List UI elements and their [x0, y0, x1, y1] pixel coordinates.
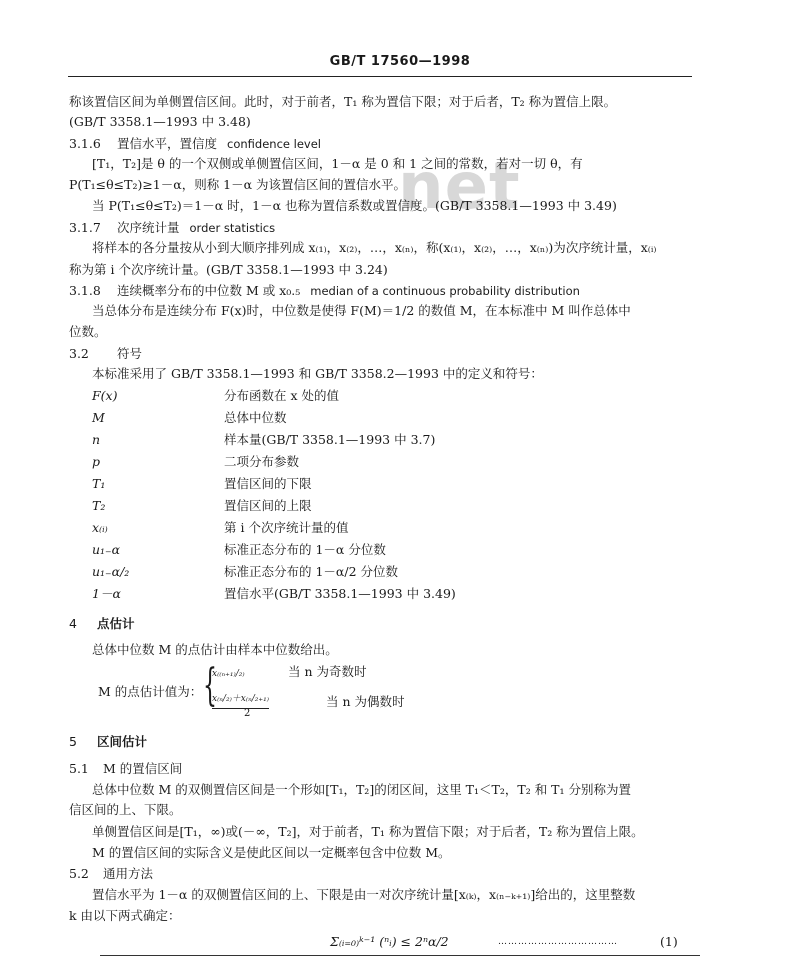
- table-top-rule: [100, 955, 700, 956]
- case1-condition: 当 n 为奇数时: [288, 664, 367, 679]
- symbol-desc: 第 i 个次序统计量的值: [224, 520, 349, 535]
- text-line: 称该置信区间为单侧置信区间。此时，对于前者，T₁ 称为置信下限；对于后者，T₂ 称为置信上限。: [69, 94, 617, 109]
- symbol: n: [92, 432, 101, 447]
- term-en: confidence level: [227, 137, 321, 151]
- text-line: [T₁，T₂]是 θ 的一个双侧或单侧置信区间，1－α 是 0 和 1 之间的常数，若对一切 θ，有: [92, 156, 583, 171]
- symbol-desc: 置信水平(GB/T 3358.1—1993 中 3.49): [224, 586, 456, 601]
- case2-denominator: 2: [244, 708, 251, 719]
- case1-expression: x₍₍ₙ₊₁₎/₂₎: [212, 669, 245, 679]
- page-header: GB/T 17560—1998: [329, 54, 471, 69]
- section-number: 4: [69, 616, 77, 631]
- term-zh: 置信水平，置信度: [117, 136, 218, 151]
- symbol-desc: 置信区间的下限: [224, 476, 312, 491]
- term-en: order statistics: [189, 221, 276, 235]
- term-zh: 次序统计量: [117, 220, 180, 235]
- symbol-desc: 二项分布参数: [224, 454, 300, 469]
- text-line: 将样本的各分量按从小到大顺序排列成 x₍₁₎，x₍₂₎，…，x₍ₙ₎，称(x₍₁₎，x₍₂₎，…，x₍ₙ₎)为次序统计量，x₍ᵢ₎: [92, 240, 657, 255]
- text-line: 总体中位数 M 的双侧置信区间是一个形如[T₁，T₂]的闭区间，这里 T₁＜T₂，T₂ 和 T₁ 分别称为置: [92, 782, 631, 797]
- formula-1-number: (1): [660, 934, 678, 949]
- case2-condition: 当 n 为偶数时: [326, 694, 405, 709]
- section-5-heading: [69, 734, 147, 750]
- symbol-desc: 分布函数在 x 处的值: [224, 388, 339, 403]
- section-title: 点估计: [97, 616, 135, 631]
- section-number: 5.1: [69, 761, 89, 776]
- symbol: 1－α: [92, 586, 121, 601]
- text-line: k 由以下两式确定：: [69, 908, 181, 923]
- term-en: median of a continuous probability distribution: [310, 284, 580, 298]
- symbol: T₁: [92, 476, 106, 491]
- section-title: 符号: [117, 346, 143, 361]
- section-4-heading: [69, 616, 135, 632]
- text-line: 位数。: [69, 324, 107, 339]
- symbol: T₂: [92, 498, 106, 513]
- section-number: 5.2: [69, 866, 89, 881]
- symbol: F(x): [92, 388, 118, 403]
- text-line: M 的置信区间的实际含义是使此区间以一定概率包含中位数 M。: [92, 845, 451, 860]
- formula-1: Σ₍ᵢ₌₀₎ᵏ⁻¹ (ⁿᵢ) ≤ 2ⁿα/2: [330, 934, 449, 949]
- symbol-desc: 标准正态分布的 1－α/2 分位数: [224, 564, 399, 579]
- section-number: 3.1.8: [69, 283, 101, 298]
- text-line: 置信水平为 1－α 的双侧置信区间的上、下限是由一对次序统计量[x₍ₖ₎，x₍ₙ₋ₖ₊₁₎]给出的，这里整数: [92, 887, 636, 902]
- section-3-1-7: [69, 220, 275, 236]
- section-number: 3.2: [69, 346, 89, 361]
- text-line: 单侧置信区间是[T₁，∞)或(－∞，T₂]，对于前者，T₁ 称为置信下限；对于后者，T₂ 称为置信上限。: [92, 824, 644, 839]
- symbol: x₍ᵢ₎: [92, 520, 108, 535]
- text-line: P(T₁≤θ≤T₂)≥1－α，则称 1－α 为该置信区间的置信水平。: [69, 177, 407, 192]
- symbol: u₁₋α: [92, 542, 121, 557]
- symbol: u₁₋α/₂: [92, 564, 130, 579]
- section-5-1: [69, 761, 182, 777]
- term-zh: 连续概率分布的中位数 M 或 x₀.₅: [117, 283, 301, 298]
- section-title: M 的置信区间: [103, 761, 183, 776]
- section-3-1-6: [69, 136, 321, 152]
- left-brace-icon: {: [203, 660, 217, 711]
- symbol-desc: 总体中位数: [224, 410, 287, 425]
- section-title: 通用方法: [103, 866, 154, 881]
- section-5-2: [69, 866, 153, 882]
- section-title: 区间估计: [97, 734, 148, 749]
- case2-numerator: x₍ₙ/₂₎＋x₍ₙ/₂₊₁₎: [212, 691, 269, 709]
- symbol: M: [92, 410, 105, 425]
- section-number: 3.1.7: [69, 220, 101, 235]
- symbol-desc: 样本量(GB/T 3358.1—1993 中 3.7): [224, 432, 436, 447]
- text-line: 称为第 i 个次序统计量。(GB/T 3358.1—1993 中 3.24): [69, 262, 388, 277]
- text-line: 总体中位数 M 的点估计由样本中位数给出。: [92, 642, 338, 657]
- text-line: 当总体分布是连续分布 F(x)时，中位数是使得 F(M)＝1/2 的数值 M，在本标准中 M 叫作总体中: [92, 303, 631, 318]
- section-number: 5: [69, 734, 77, 749]
- text-line: 信区间的上、下限。: [69, 802, 182, 817]
- symbol-desc: 置信区间的上限: [224, 498, 312, 513]
- formula-1-leader: ………………………………: [498, 937, 618, 947]
- header-rule: [68, 76, 692, 77]
- watermark: net: [398, 150, 521, 224]
- text-line: 本标准采用了 GB/T 3358.1—1993 和 GB/T 3358.2—1993 中的定义和符号：: [92, 366, 543, 381]
- section-3-1-8: [69, 283, 580, 299]
- point-estimate-label: M 的点估计值为：: [98, 684, 203, 699]
- symbol: p: [92, 454, 101, 469]
- section-number: 3.1.6: [69, 136, 101, 151]
- symbol-desc: 标准正态分布的 1－α 分位数: [224, 542, 386, 557]
- text-line: 当 P(T₁≤θ≤T₂)＝1－α 时，1－α 也称为置信系数或置信度。(GB/T 3358.1—1993 中 3.49): [92, 198, 617, 213]
- section-3-2: [69, 346, 142, 362]
- text-line: (GB/T 3358.1—1993 中 3.48): [69, 114, 251, 129]
